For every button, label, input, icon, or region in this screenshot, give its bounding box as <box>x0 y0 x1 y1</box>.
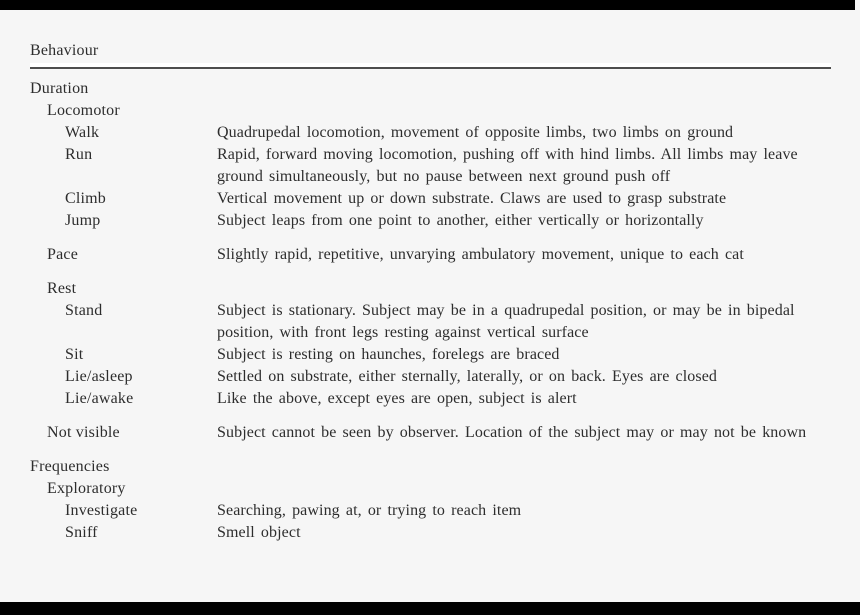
behaviour-row <box>30 278 831 300</box>
column-header-behaviour: Behaviour <box>30 42 99 59</box>
behaviour-term: Duration <box>30 80 89 97</box>
behaviour-description: Subject is stationary. Subject may be in a quadrupedal position, or may be in bipedal position, with front legs resting against vertical surface <box>217 302 795 341</box>
behaviour-term: Lie/asleep <box>65 368 133 385</box>
behaviour-row <box>30 122 831 144</box>
behaviour-row <box>30 388 831 410</box>
behaviour-term: Investigate <box>65 502 138 519</box>
behaviour-row <box>30 522 831 544</box>
behaviour-description: Subject cannot be seen by observer. Location of the subject may or may not be known <box>217 424 807 441</box>
behaviour-row <box>30 244 831 266</box>
behaviour-description: Settled on substrate, either sternally, laterally, or on back. Eyes are closed <box>217 368 718 385</box>
top-edge-bar <box>0 0 855 10</box>
behaviour-row <box>30 300 831 344</box>
behaviour-row <box>30 478 831 500</box>
behaviour-row <box>30 210 831 232</box>
behaviour-term: Sit <box>65 346 84 363</box>
behaviour-term: Run <box>65 146 93 163</box>
behaviour-description <box>217 456 831 478</box>
behaviour-term: Lie/awake <box>65 390 134 407</box>
ethogram-table <box>30 10 831 544</box>
header-rule <box>30 63 831 69</box>
behaviour-description: Like the above, except eyes are open, subject is alert <box>217 390 577 407</box>
behaviour-description <box>217 100 831 122</box>
behaviour-row <box>30 144 831 188</box>
behaviour-rows <box>30 78 831 544</box>
behaviour-row <box>30 366 831 388</box>
behaviour-term: Frequencies <box>30 458 110 475</box>
behaviour-row <box>30 456 831 478</box>
behaviour-description <box>217 78 831 100</box>
behaviour-row <box>30 100 831 122</box>
behaviour-row <box>30 422 831 444</box>
behaviour-term: Sniff <box>65 524 98 541</box>
behaviour-description: Slightly rapid, repetitive, unvarying ambulatory movement, unique to each cat <box>217 246 744 263</box>
behaviour-row <box>30 78 831 100</box>
behaviour-description: Smell object <box>217 524 301 541</box>
behaviour-term: Locomotor <box>47 102 120 119</box>
behaviour-description: Vertical movement up or down substrate. Claws are used to grasp substrate <box>217 190 727 207</box>
behaviour-term: Climb <box>65 190 107 207</box>
behaviour-description: Quadrupedal locomotion, movement of opposite limbs, two limbs on ground <box>217 124 734 141</box>
behaviour-term: Stand <box>65 302 103 319</box>
behaviour-row <box>30 188 831 210</box>
bottom-edge-bar <box>0 602 860 615</box>
behaviour-term: Rest <box>47 280 77 297</box>
behaviour-description <box>217 478 831 500</box>
behaviour-description: Searching, pawing at, or trying to reach item <box>217 502 522 519</box>
behaviour-row <box>30 500 831 522</box>
behaviour-description: Subject leaps from one point to another, either vertically or horizontally <box>217 212 704 229</box>
behaviour-term: Exploratory <box>47 480 126 497</box>
behaviour-row <box>30 344 831 366</box>
behaviour-description <box>217 278 831 300</box>
behaviour-term: Pace <box>47 246 79 263</box>
behaviour-term: Walk <box>65 124 100 141</box>
behaviour-term: Not visible <box>47 424 120 441</box>
behaviour-description: Rapid, forward moving locomotion, pushing off with hind limbs. All limbs may leave ground simultaneously, but no pause between next ground push off <box>217 146 798 185</box>
behaviour-term: Jump <box>65 212 101 229</box>
behaviour-description: Subject is resting on haunches, forelegs are braced <box>217 346 560 363</box>
